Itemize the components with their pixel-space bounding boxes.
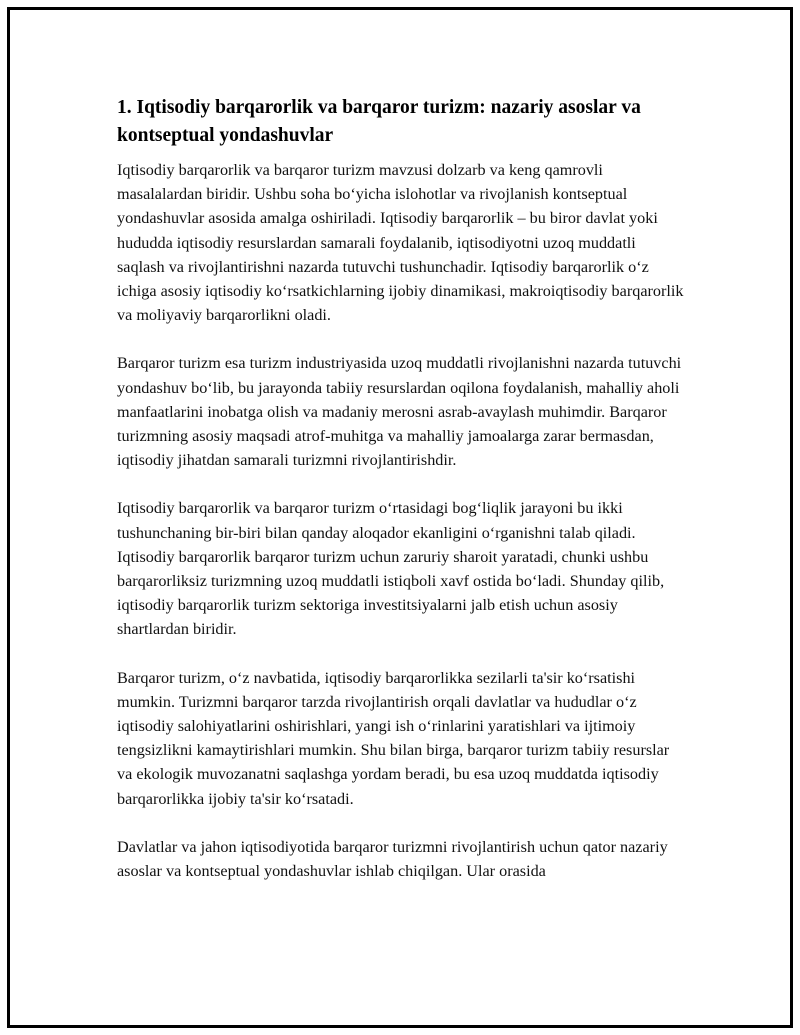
paragraph-approaches: Davlatlar va jahon iqtisodiyotida barqaror turizmni rivojlantirish uchun qator nazariy asoslar va kontseptual yondashuvlar ishlab chiqilgan. Ular orasida	[117, 837, 668, 881]
paragraph-tourism-impact: Barqaror turizm, oʻz navbatida, iqtisodiy barqarorlikka sezilarli ta'sir koʻrsatishi mumkin. Turizmni barqaror tarzda rivojlantirish orqali davlatlar va hududlar oʻz iqtisodiy salohiyatlarini oshirishlari, yangi ish oʻrinlarini yaratishlari va ijtimoiy tengsizlikni kamaytirishlari mumkin. Shu bilan birga, barqaror turizm tabiiy resurslar va ekologik muvozanatni saqlashga yordam beradi, bu esa uzoq muddatda iqtisodiy barqarorlikka ijobiy ta'sir koʻrsatadi.	[117, 668, 670, 808]
paragraph-relationship: Iqtisodiy barqarorlik va barqaror turizm oʻrtasidagi bogʻliqlik jarayoni bu ikki tushunchaning bir-biri bilan qanday aloqador ekanligini oʻrganishni talab qiladi. Iqtisodiy barqarorlik barqaror turizm uchun zaruriy sharoit yaratadi, chunki ushbu barqarorliksiz turizmning uzoq muddatli istiqboli xavf ostida boʻladi. Shunday qilib, iqtisodiy barqarorlik turizm sektoriga investitsiyalarni jalb etish uchun asosiy shartlardan biridir.	[117, 499, 665, 639]
paragraph-sustainable-tourism: Barqaror turizm esa turizm industriyasida uzoq muddatli rivojlanishni nazarda tutuvchi yondashuv boʻlib, bu jarayonda tabiiy resurslardan oqilona foydalanish, mahalliy aholi manfaatlarini inobatga olish va madaniy merosni asrab-avaylash muhimdir. Barqaror turizmning asosiy maqsadi atrof-muhitga va mahalliy jamoalarga zarar bermasdan, iqtisodiy jihatdan samarali turizmni rivojlantirishdir.	[117, 354, 682, 470]
section-heading: 1. Iqtisodiy barqarorlik va barqaror turizm: nazariy asoslar va kontseptual yondashuvlar	[117, 97, 641, 146]
document-body	[117, 94, 687, 907]
paragraph-economic-stability: Iqtisodiy barqarorlik va barqaror turizm mavzusi dolzarb va keng qamrovli masalalardan biridir. Ushbu soha boʻyicha islohotlar va rivojlanish kontseptual yondashuvlar asosida amalga oshiriladi. Iqtisodiy barqarorlik – bu biror davlat yoki hududda iqtisodiy resurslardan samarali foydalanib, iqtisodiyotni uzoq muddatli saqlash va rivojlantirishni nazarda tutuvchi tushunchadir. Iqtisodiy barqarorlik oʻz ichiga asosiy iqtisodiy koʻrsatkichlarning ijobiy dinamikasi, makroiqtisodiy barqarorlik va moliyaviy barqarorlikni oladi.	[117, 161, 684, 325]
